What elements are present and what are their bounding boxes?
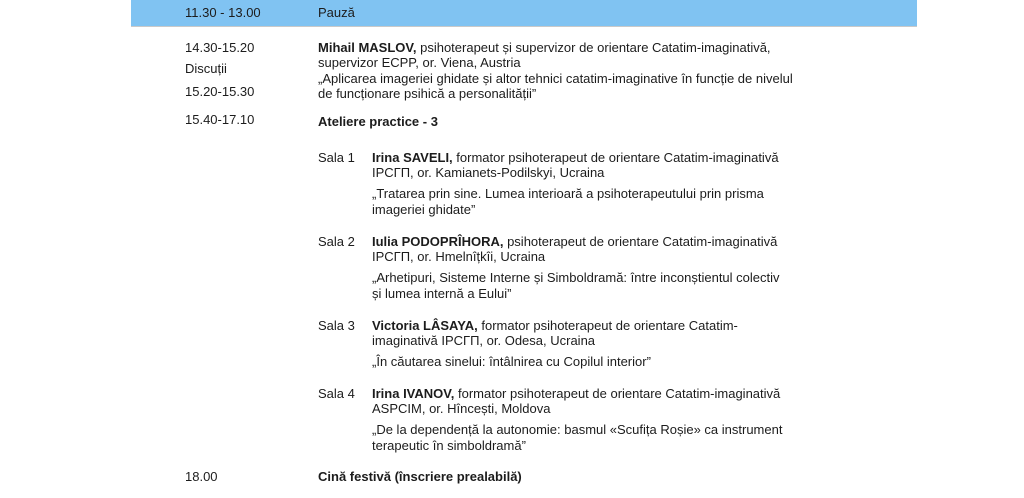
discussion-label: Discuții (185, 61, 227, 76)
session-speaker-line (318, 40, 771, 56)
workshop-title-2: și lumea internă a Eului” (372, 286, 512, 301)
speaker-desc-2: IPCГП, or. Hmelnîțkîi, Ucraina (372, 249, 546, 264)
speaker-desc-2: supervizor ECPP, or. Viena, Austria (318, 55, 521, 70)
dinner-label (318, 469, 522, 485)
room-speaker-line (372, 318, 738, 334)
talk-title-2: de funcționare psihică a personalității” (318, 86, 537, 101)
divider (131, 26, 917, 27)
workshops-time: 15.40-17.10 (185, 112, 255, 127)
room-speaker-line (372, 150, 779, 166)
room-label: Sala 2 (318, 234, 355, 249)
workshops-heading-text: Ateliere practice - 3 (318, 114, 438, 129)
discussion-time: 15.20-15.30 (185, 84, 255, 99)
speaker-name: Iulia PODOPRÎHORA, (372, 234, 504, 249)
pause-row (131, 0, 917, 26)
session-time: 14.30-15.20 (185, 40, 255, 55)
room-speaker-line (372, 386, 780, 402)
room-label: Sala 4 (318, 386, 355, 401)
speaker-desc: formator psihoterapeut de orientare Catatim-imaginativă (452, 150, 779, 165)
speaker-name: Mihail MASLOV, (318, 40, 417, 55)
workshop-title-2: imageriei ghidate” (372, 202, 476, 217)
pause-label: Pauză (318, 5, 355, 20)
speaker-name: Victoria LÂSAYA, (372, 318, 478, 333)
room-label: Sala 3 (318, 318, 355, 333)
speaker-desc-2: imaginativă IPCГП, or. Odesa, Ucraina (372, 333, 596, 348)
workshop-title-2: terapeutic în simboldramă” (372, 438, 526, 453)
speaker-desc: psihoterapeut de orientare Catatim-imaginativă (503, 234, 778, 249)
pause-time: 11.30 - 13.00 (185, 5, 261, 20)
speaker-name: Irina SAVELI, (372, 150, 453, 165)
speaker-name: Irina IVANOV, (372, 386, 455, 401)
dinner-label-text: Cină festivă (înscriere prealabilă) (318, 469, 522, 484)
speaker-desc: formator psihoterapeut de orientare Catatim- (477, 318, 738, 333)
workshops-heading (318, 114, 438, 130)
room-speaker-line (372, 234, 777, 250)
talk-title-1: „Aplicarea imageriei ghidate și altor tehnici catatim-imaginative în funcție de nivelul (318, 71, 793, 86)
workshop-title-1: „De la dependență la autonomie: basmul «Scufița Roșie» ca instrument (372, 422, 783, 437)
room-label: Sala 1 (318, 150, 355, 165)
workshop-title-1: „Arhetipuri, Sisteme Interne și Simboldramă: între inconștientul colectiv (372, 270, 780, 285)
speaker-desc-2: IPCГП, or. Kamianets-Podilskyi, Ucraina (372, 165, 605, 180)
workshop-title-1: „În căutarea sinelui: întâlnirea cu Copilul interior” (372, 354, 651, 369)
speaker-desc: formator psihoterapeut de orientare Catatim-imaginativă (454, 386, 781, 401)
workshop-title-1: „Tratarea prin sine. Lumea interioară a psihoterapeutului prin prisma (372, 186, 764, 201)
speaker-desc-2: ASPCIM, or. Hîncești, Moldova (372, 401, 551, 416)
dinner-time: 18.00 (185, 469, 218, 484)
speaker-desc: psihoterapeut și supervizor de orientare Catatim-imaginativă, (416, 40, 771, 55)
